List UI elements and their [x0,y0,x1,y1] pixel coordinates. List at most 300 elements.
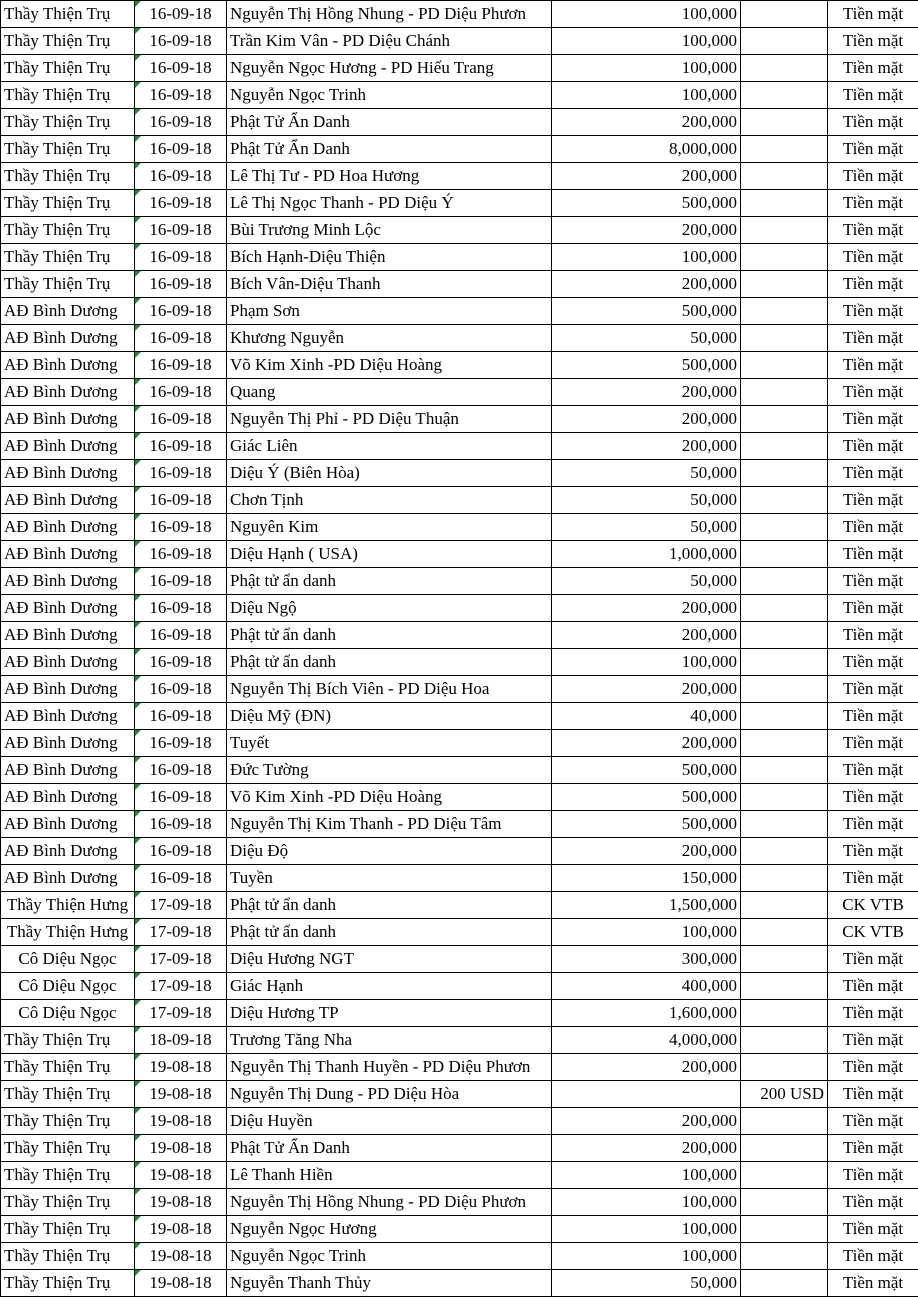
cell-source[interactable] [1,217,135,244]
cell-date[interactable] [135,460,227,487]
cell-donor-name[interactable] [227,244,552,271]
cell-foreign-amount[interactable] [741,28,828,55]
cell-source-text: AĐ Bình Dương [4,625,118,644]
cell-date[interactable] [135,217,227,244]
cell-amount[interactable] [552,757,741,784]
cell-foreign-amount[interactable] [741,460,828,487]
cell-foreign-amount[interactable] [741,811,828,838]
cell-source[interactable] [1,406,135,433]
cell-foreign-amount[interactable] [741,406,828,433]
cell-date[interactable] [135,892,227,919]
cell-payment-method[interactable] [828,55,918,82]
cell-source[interactable] [1,163,135,190]
cell-donor-name[interactable] [227,973,552,1000]
cell-source[interactable] [1,1108,135,1135]
cell-payment-method[interactable] [828,1189,918,1216]
cell-donor-name[interactable] [227,109,552,136]
cell-source[interactable] [1,55,135,82]
cell-amount[interactable] [552,28,741,55]
cell-payment-method[interactable] [828,973,918,1000]
cell-source[interactable] [1,757,135,784]
cell-donor-name[interactable] [227,703,552,730]
cell-date[interactable] [135,946,227,973]
cell-donor-name[interactable] [227,514,552,541]
cell-foreign-amount[interactable] [741,1189,828,1216]
cell-amount[interactable] [552,352,741,379]
cell-source[interactable] [1,973,135,1000]
cell-foreign-amount[interactable] [741,676,828,703]
cell-payment-method[interactable] [828,28,918,55]
cell-foreign-amount[interactable] [741,784,828,811]
cell-date[interactable] [135,973,227,1000]
cell-donor-name[interactable] [227,55,552,82]
cell-donor-name[interactable] [227,163,552,190]
cell-donor-name[interactable] [227,892,552,919]
cell-date[interactable] [135,757,227,784]
cell-amount[interactable] [552,1270,741,1297]
cell-date-text: 18-09-18 [149,1030,212,1049]
cell-amount[interactable] [552,406,741,433]
cell-source[interactable] [1,784,135,811]
cell-donor-name[interactable] [227,352,552,379]
cell-donor-name[interactable] [227,946,552,973]
cell-foreign-amount[interactable] [741,487,828,514]
cell-payment-method[interactable] [828,568,918,595]
cell-amount[interactable] [552,1243,741,1270]
cell-date[interactable] [135,784,227,811]
cell-payment-method[interactable] [828,946,918,973]
cell-date[interactable] [135,838,227,865]
cell-foreign-amount[interactable] [741,379,828,406]
cell-amount[interactable] [552,190,741,217]
cell-payment-method[interactable] [828,271,918,298]
cell-amount[interactable] [552,217,741,244]
cell-amount[interactable] [552,163,741,190]
cell-amount[interactable] [552,811,741,838]
cell-donor-name[interactable] [227,730,552,757]
cell-foreign-amount[interactable] [741,973,828,1000]
cell-foreign-amount[interactable] [741,325,828,352]
cell-amount[interactable] [552,784,741,811]
cell-donor-name[interactable] [227,1135,552,1162]
cell-date[interactable] [135,1081,227,1108]
cell-source[interactable] [1,1135,135,1162]
cell-amount[interactable] [552,541,741,568]
cell-foreign-amount[interactable] [741,838,828,865]
cell-source[interactable] [1,1270,135,1297]
cell-donor-name[interactable] [227,676,552,703]
cell-foreign-amount[interactable] [741,595,828,622]
cell-date[interactable] [135,514,227,541]
cell-donor-name[interactable] [227,1243,552,1270]
cell-donor-name[interactable] [227,298,552,325]
cell-amount[interactable] [552,55,741,82]
cell-donor-name[interactable] [227,595,552,622]
cell-date[interactable] [135,298,227,325]
cell-foreign-amount[interactable] [741,55,828,82]
cell-foreign-amount[interactable] [741,163,828,190]
cell-date[interactable] [135,163,227,190]
cell-amount[interactable] [552,649,741,676]
cell-foreign-amount[interactable] [741,433,828,460]
cell-date[interactable] [135,919,227,946]
cell-foreign-amount[interactable] [741,217,828,244]
cell-payment-method[interactable] [828,865,918,892]
cell-source[interactable] [1,622,135,649]
cell-date[interactable] [135,244,227,271]
cell-amount[interactable] [552,595,741,622]
cell-donor-name[interactable] [227,1,552,28]
cell-source[interactable] [1,568,135,595]
cell-foreign-amount[interactable] [741,190,828,217]
cell-foreign-amount[interactable] [741,82,828,109]
cell-foreign-amount[interactable] [741,1270,828,1297]
cell-payment-method[interactable] [828,1108,918,1135]
cell-date[interactable] [135,1189,227,1216]
cell-date[interactable] [135,379,227,406]
cell-amount[interactable] [552,865,741,892]
cell-source[interactable] [1,325,135,352]
cell-foreign-amount[interactable] [741,1,828,28]
cell-source[interactable] [1,919,135,946]
cell-source[interactable] [1,1054,135,1081]
cell-date[interactable] [135,730,227,757]
cell-date[interactable] [135,190,227,217]
cell-payment-method[interactable] [828,811,918,838]
cell-payment-method[interactable] [828,514,918,541]
cell-payment-method[interactable] [828,1000,918,1027]
cell-foreign-amount[interactable] [741,271,828,298]
cell-payment-method[interactable] [828,109,918,136]
cell-source[interactable] [1,1243,135,1270]
cell-date[interactable] [135,1270,227,1297]
cell-date[interactable] [135,541,227,568]
cell-foreign-amount[interactable] [741,892,828,919]
cell-amount[interactable] [552,1216,741,1243]
cell-foreign-amount[interactable] [741,649,828,676]
cell-source[interactable] [1,271,135,298]
cell-foreign-amount[interactable] [741,541,828,568]
cell-date[interactable] [135,568,227,595]
cell-date[interactable] [135,136,227,163]
cell-donor-name[interactable] [227,1081,552,1108]
cell-amount[interactable] [552,919,741,946]
cell-donor-name[interactable] [227,28,552,55]
cell-amount[interactable] [552,379,741,406]
cell-payment-method[interactable] [828,919,918,946]
cell-payment-method[interactable] [828,676,918,703]
cell-payment-method[interactable] [828,244,918,271]
text-number-flag-icon [135,1135,141,1141]
cell-payment-method[interactable] [828,1081,918,1108]
cell-foreign-amount[interactable] [741,919,828,946]
cell-date[interactable] [135,433,227,460]
cell-amount[interactable] [552,109,741,136]
cell-foreign-amount[interactable] [741,1216,828,1243]
cell-donor-name[interactable] [227,406,552,433]
cell-donor-name[interactable] [227,649,552,676]
text-number-flag-icon [135,973,141,979]
cell-donor-name[interactable] [227,433,552,460]
cell-source[interactable] [1,190,135,217]
cell-donor-name[interactable] [227,757,552,784]
cell-payment-method[interactable] [828,406,918,433]
cell-payment-method[interactable] [828,595,918,622]
cell-payment-method[interactable] [828,703,918,730]
cell-donor-name[interactable] [227,1162,552,1189]
cell-payment-method[interactable] [828,1216,918,1243]
cell-payment-method[interactable] [828,217,918,244]
cell-amount[interactable] [552,244,741,271]
cell-source[interactable] [1,865,135,892]
cell-source[interactable] [1,703,135,730]
cell-date[interactable] [135,487,227,514]
cell-amount[interactable] [552,298,741,325]
cell-date[interactable] [135,1135,227,1162]
cell-date[interactable] [135,109,227,136]
cell-payment-method[interactable] [828,379,918,406]
cell-donor-name-text: Phật Tử Ẩn Danh [230,112,350,131]
cell-payment-method[interactable] [828,136,918,163]
cell-amount[interactable] [552,568,741,595]
cell-donor-name[interactable] [227,865,552,892]
cell-date[interactable] [135,1,227,28]
cell-donor-name[interactable] [227,1000,552,1027]
cell-amount[interactable] [552,1162,741,1189]
cell-source[interactable] [1,595,135,622]
cell-date[interactable] [135,352,227,379]
cell-source[interactable] [1,811,135,838]
cell-donor-name[interactable] [227,622,552,649]
cell-source[interactable] [1,730,135,757]
cell-date[interactable] [135,622,227,649]
cell-payment-method[interactable] [828,433,918,460]
cell-foreign-amount[interactable] [741,865,828,892]
cell-foreign-amount[interactable] [741,1108,828,1135]
cell-donor-name[interactable] [227,1216,552,1243]
cell-donor-name[interactable] [227,1189,552,1216]
cell-foreign-amount[interactable] [741,568,828,595]
cell-source[interactable] [1,676,135,703]
cell-date[interactable] [135,811,227,838]
cell-source[interactable] [1,379,135,406]
cell-source[interactable] [1,109,135,136]
cell-payment-method[interactable] [828,1243,918,1270]
cell-payment-method[interactable] [828,1135,918,1162]
cell-donor-name[interactable] [227,325,552,352]
cell-foreign-amount[interactable] [741,1243,828,1270]
cell-donor-name[interactable] [227,82,552,109]
cell-source[interactable] [1,1216,135,1243]
cell-amount[interactable] [552,514,741,541]
cell-source[interactable] [1,433,135,460]
cell-foreign-amount[interactable] [741,136,828,163]
cell-donor-name[interactable] [227,568,552,595]
cell-amount[interactable] [552,487,741,514]
cell-foreign-amount[interactable] [741,514,828,541]
cell-date[interactable] [135,28,227,55]
cell-source[interactable] [1,1,135,28]
cell-date[interactable] [135,865,227,892]
cell-payment-method[interactable] [828,757,918,784]
cell-payment-method[interactable] [828,163,918,190]
cell-amount[interactable] [552,838,741,865]
cell-amount[interactable] [552,1000,741,1027]
cell-amount[interactable] [552,730,741,757]
cell-amount[interactable] [552,271,741,298]
cell-foreign-amount[interactable] [741,757,828,784]
cell-source[interactable] [1,460,135,487]
cell-amount[interactable] [552,136,741,163]
cell-source[interactable] [1,514,135,541]
cell-source[interactable] [1,649,135,676]
cell-donor-name[interactable] [227,379,552,406]
cell-source[interactable] [1,136,135,163]
cell-donor-name[interactable] [227,1027,552,1054]
cell-foreign-amount[interactable] [741,1162,828,1189]
cell-donor-name-text: Nguyễn Thị Hồng Nhung - PD Diệu Phươn [230,1192,527,1211]
cell-source[interactable] [1,892,135,919]
cell-amount[interactable] [552,946,741,973]
cell-payment-method[interactable] [828,190,918,217]
cell-foreign-amount[interactable] [741,352,828,379]
cell-donor-name[interactable] [227,1270,552,1297]
cell-amount[interactable] [552,1027,741,1054]
cell-payment-method[interactable] [828,487,918,514]
cell-payment-method[interactable] [828,838,918,865]
cell-donor-name[interactable] [227,487,552,514]
cell-date[interactable] [135,649,227,676]
cell-source[interactable] [1,541,135,568]
cell-foreign-amount[interactable] [741,730,828,757]
cell-donor-name[interactable] [227,838,552,865]
cell-amount[interactable] [552,622,741,649]
cell-payment-method[interactable] [828,622,918,649]
cell-date[interactable] [135,703,227,730]
cell-date-text: 19-08-18 [149,1273,212,1292]
cell-date[interactable] [135,1000,227,1027]
cell-source[interactable] [1,82,135,109]
cell-donor-name[interactable] [227,1054,552,1081]
cell-donor-name-text: Bích Hạnh-Diệu Thiện [230,247,386,266]
cell-date[interactable] [135,676,227,703]
cell-foreign-amount[interactable] [741,298,828,325]
cell-payment-method[interactable] [828,325,918,352]
cell-amount[interactable] [552,973,741,1000]
cell-amount[interactable] [552,892,741,919]
cell-source[interactable] [1,838,135,865]
cell-amount[interactable] [552,1081,741,1108]
cell-source[interactable] [1,352,135,379]
cell-foreign-amount[interactable] [741,1054,828,1081]
cell-payment-method[interactable] [828,1162,918,1189]
cell-source[interactable] [1,1081,135,1108]
cell-source[interactable] [1,28,135,55]
cell-source[interactable] [1,487,135,514]
cell-payment-method[interactable] [828,541,918,568]
cell-donor-name-text: Nguyễn Ngọc Hương [230,1219,377,1238]
cell-foreign-amount[interactable] [741,244,828,271]
cell-amount[interactable] [552,1,741,28]
cell-payment-method[interactable] [828,784,918,811]
cell-foreign-amount[interactable] [741,109,828,136]
cell-foreign-amount[interactable] [741,1081,828,1108]
cell-amount[interactable] [552,1054,741,1081]
cell-foreign-amount[interactable] [741,1135,828,1162]
cell-source[interactable] [1,946,135,973]
cell-date[interactable] [135,1243,227,1270]
cell-donor-name[interactable] [227,784,552,811]
cell-source[interactable] [1,1162,135,1189]
cell-payment-method[interactable] [828,298,918,325]
cell-amount[interactable] [552,1108,741,1135]
cell-payment-method[interactable] [828,1054,918,1081]
cell-date[interactable] [135,55,227,82]
cell-donor-name[interactable] [227,136,552,163]
cell-foreign-amount[interactable] [741,622,828,649]
cell-donor-name[interactable] [227,919,552,946]
cell-source[interactable] [1,244,135,271]
cell-amount[interactable] [552,82,741,109]
cell-amount[interactable] [552,433,741,460]
cell-date[interactable] [135,325,227,352]
cell-foreign-amount[interactable] [741,946,828,973]
cell-payment-method[interactable] [828,82,918,109]
cell-donor-name[interactable] [227,811,552,838]
cell-date[interactable] [135,595,227,622]
cell-date[interactable] [135,406,227,433]
cell-donor-name[interactable] [227,271,552,298]
cell-donor-name[interactable] [227,190,552,217]
cell-donor-name[interactable] [227,1108,552,1135]
cell-date[interactable] [135,1054,227,1081]
cell-date[interactable] [135,1027,227,1054]
cell-foreign-amount[interactable] [741,1000,828,1027]
cell-payment-method[interactable] [828,730,918,757]
cell-date-text: 19-08-18 [149,1192,212,1211]
cell-amount[interactable] [552,460,741,487]
cell-payment-method[interactable] [828,649,918,676]
cell-date[interactable] [135,1108,227,1135]
cell-payment-method[interactable] [828,1,918,28]
cell-amount[interactable] [552,1135,741,1162]
cell-payment-method[interactable] [828,892,918,919]
cell-date[interactable] [135,1216,227,1243]
cell-source[interactable] [1,298,135,325]
cell-payment-method[interactable] [828,460,918,487]
cell-amount[interactable] [552,1189,741,1216]
cell-source[interactable] [1,1027,135,1054]
cell-date[interactable] [135,1162,227,1189]
cell-payment-method[interactable] [828,352,918,379]
cell-donor-name[interactable] [227,217,552,244]
cell-date[interactable] [135,271,227,298]
cell-payment-method[interactable] [828,1270,918,1297]
cell-amount[interactable] [552,325,741,352]
table-row [1,703,918,730]
cell-donor-name[interactable] [227,460,552,487]
cell-date[interactable] [135,82,227,109]
cell-foreign-amount[interactable] [741,1027,828,1054]
cell-source[interactable] [1,1189,135,1216]
cell-amount[interactable] [552,703,741,730]
cell-source[interactable] [1,1000,135,1027]
cell-payment-method-text: Tiền mặt [842,1057,904,1076]
cell-amount[interactable] [552,676,741,703]
cell-donor-name[interactable] [227,541,552,568]
cell-payment-method[interactable] [828,1027,918,1054]
cell-foreign-amount[interactable] [741,703,828,730]
